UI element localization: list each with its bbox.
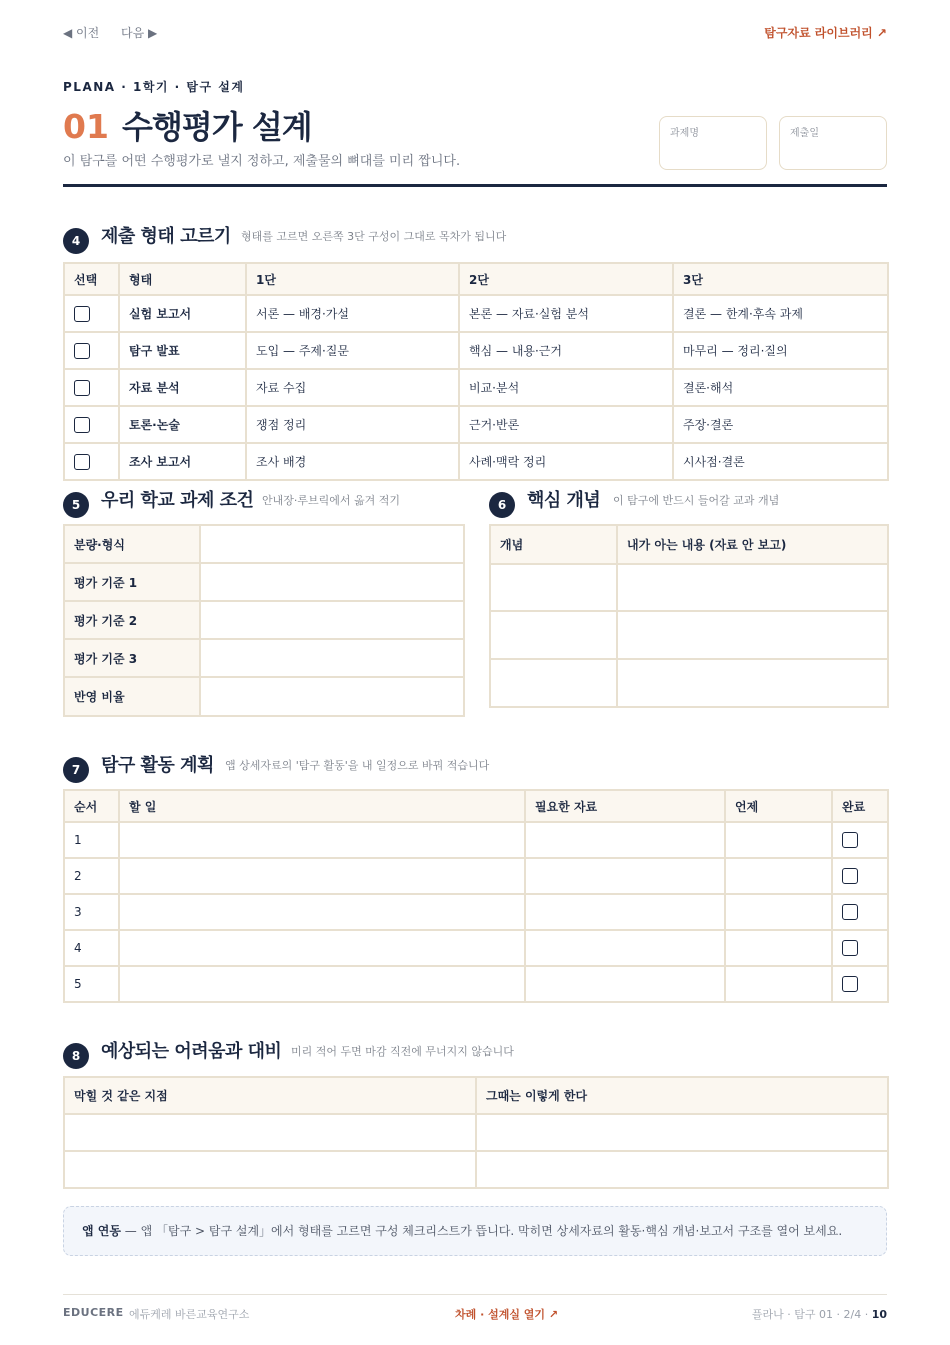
- format-table: [63, 262, 889, 481]
- stage-2: 본론 — 자료·실험 분석: [459, 295, 673, 332]
- done-cell: [832, 930, 888, 966]
- col-header: 순서: [64, 790, 119, 822]
- material-input[interactable]: [525, 966, 725, 1002]
- col-header: 언제: [725, 790, 832, 822]
- done-checkbox[interactable]: [842, 868, 858, 884]
- section-7-title: 탐구 활동 계획: [101, 755, 214, 776]
- condition-label: 분량·형식: [64, 525, 200, 563]
- top-nav: [63, 22, 887, 42]
- step-number: 4: [64, 930, 119, 966]
- concept-input[interactable]: [490, 659, 617, 707]
- table-row: [490, 564, 888, 611]
- stage-3: 시사점·결론: [673, 443, 888, 480]
- col-header: 3단: [673, 263, 888, 295]
- stage-3: 주장·결론: [673, 406, 888, 443]
- table-row: [64, 443, 888, 480]
- library-link[interactable]: 탐구자료 라이브러리 ↗: [764, 26, 887, 40]
- col-header: 내가 아는 내용 (자료 안 보고): [617, 525, 888, 564]
- section-8-header: [63, 1037, 663, 1071]
- col-header: 막힐 것 같은 지점: [64, 1077, 476, 1114]
- format-name: 실험 보고서: [119, 295, 246, 332]
- section-6-title: 핵심 개념: [527, 490, 601, 511]
- activity-plan-table: [63, 789, 889, 1003]
- subtitle: 이 탐구를 어떤 수행평가로 낼지 정하고, 제출물의 뼈대를 미리 짭니다.: [63, 154, 461, 169]
- task-input[interactable]: [119, 822, 525, 858]
- select-cell: [64, 332, 119, 369]
- app-link-note: [63, 1206, 887, 1256]
- table-row: [64, 563, 464, 601]
- format-checkbox[interactable]: [74, 343, 90, 359]
- table-row: [64, 858, 888, 894]
- col-header: 2단: [459, 263, 673, 295]
- section-5-title: 우리 학교 과제 조건: [101, 490, 254, 511]
- header-rule: [63, 184, 887, 187]
- footer-brand: EDUCERE: [63, 1306, 124, 1319]
- footer: [63, 1306, 887, 1322]
- table-header-row: [64, 1077, 888, 1114]
- step-number: 5: [64, 966, 119, 1002]
- when-input[interactable]: [725, 858, 832, 894]
- task-input[interactable]: [119, 894, 525, 930]
- table-row: [64, 894, 888, 930]
- col-header: 선택: [64, 263, 119, 295]
- table-row: [64, 639, 464, 677]
- table-header-row: [64, 790, 888, 822]
- note-label: 앱 연동: [82, 1224, 121, 1238]
- table-row: [64, 677, 464, 716]
- done-cell: [832, 858, 888, 894]
- material-input[interactable]: [525, 858, 725, 894]
- section-6-header: [489, 486, 887, 520]
- task-input[interactable]: [119, 858, 525, 894]
- assignment-name-field[interactable]: [659, 116, 767, 170]
- col-header: 개념: [490, 525, 617, 564]
- condition-label: 평가 기준 3: [64, 639, 200, 677]
- when-input[interactable]: [725, 894, 832, 930]
- section-8-hint: 미리 적어 두면 마감 직전에 무너지지 않습니다: [291, 1045, 514, 1058]
- material-input[interactable]: [525, 894, 725, 930]
- title-number: 01: [63, 107, 109, 146]
- table-row: [490, 659, 888, 707]
- table-row: [64, 966, 888, 1002]
- format-checkbox[interactable]: [74, 417, 90, 433]
- table-header-row: [490, 525, 888, 564]
- stage-1: 조사 배경: [246, 443, 459, 480]
- condition-input[interactable]: [200, 563, 464, 601]
- page-path: 플라나 · 탐구 01 · 2/4 ·: [751, 1308, 872, 1321]
- difficulty-input[interactable]: [64, 1151, 476, 1188]
- knowledge-input[interactable]: [617, 564, 888, 611]
- done-cell: [832, 822, 888, 858]
- due-date-field[interactable]: [779, 116, 887, 170]
- format-name: 토론·논술: [119, 406, 246, 443]
- step-number: 2: [64, 858, 119, 894]
- step-number: 3: [64, 894, 119, 930]
- condition-input[interactable]: [200, 677, 464, 716]
- table-row: [490, 611, 888, 659]
- next-link[interactable]: 다음 ▶: [121, 26, 158, 40]
- table-row: [64, 822, 888, 858]
- section-7-hint: 앱 상세자료의 '탐구 활동'을 내 일정으로 바꿔 적습니다: [225, 759, 490, 772]
- table-row: [64, 369, 888, 406]
- format-checkbox[interactable]: [74, 380, 90, 396]
- col-header: 1단: [246, 263, 459, 295]
- stage-3: 결론 — 한계·후속 과제: [673, 295, 888, 332]
- response-input[interactable]: [476, 1151, 888, 1188]
- table-row: [64, 1151, 888, 1188]
- stage-2: 근거·반론: [459, 406, 673, 443]
- material-input[interactable]: [525, 822, 725, 858]
- select-cell: [64, 295, 119, 332]
- section-8-title: 예상되는 어려움과 대비: [101, 1041, 282, 1062]
- title-text: 수행평가 설계: [122, 108, 312, 146]
- condition-label: 평가 기준 2: [64, 601, 200, 639]
- stage-1: 자료 수집: [246, 369, 459, 406]
- select-cell: [64, 406, 119, 443]
- stage-2: 핵심 — 내용·근거: [459, 332, 673, 369]
- col-header: 필요한 자료: [525, 790, 725, 822]
- done-checkbox[interactable]: [842, 832, 858, 848]
- section-6-hint: 이 탐구에 반드시 들어갈 교과 개념: [613, 494, 780, 507]
- stage-1: 도입 — 주제·질문: [246, 332, 459, 369]
- task-input[interactable]: [119, 966, 525, 1002]
- done-cell: [832, 966, 888, 1002]
- stage-1: 쟁점 정리: [246, 406, 459, 443]
- page-info: [752, 1306, 887, 1322]
- table-row: [64, 930, 888, 966]
- condition-label: 반영 비율: [64, 677, 200, 716]
- material-input[interactable]: [525, 930, 725, 966]
- step-number: 1: [64, 822, 119, 858]
- response-input[interactable]: [476, 1114, 888, 1151]
- done-cell: [832, 894, 888, 930]
- condition-label: 평가 기준 1: [64, 563, 200, 601]
- toc-link[interactable]: 차례 · 설계실 열기 ↗: [455, 1308, 559, 1321]
- select-cell: [64, 369, 119, 406]
- section-8-badge: 8: [63, 1043, 89, 1069]
- done-checkbox[interactable]: [842, 976, 858, 992]
- section-5-header: [63, 486, 463, 520]
- stage-3: 마무리 — 정리·질의: [673, 332, 888, 369]
- section-4-hint: 형태를 고르면 오른쪽 3단 구성이 그대로 목차가 됩니다: [241, 230, 507, 243]
- section-5-hint: 안내장·루브릭에서 옮겨 적기: [262, 494, 401, 507]
- when-input[interactable]: [725, 966, 832, 1002]
- page-number: 10: [871, 1308, 887, 1321]
- stage-3: 결론·해석: [673, 369, 888, 406]
- task-input[interactable]: [119, 930, 525, 966]
- format-name: 자료 분석: [119, 369, 246, 406]
- knowledge-input[interactable]: [617, 611, 888, 659]
- done-checkbox[interactable]: [842, 940, 858, 956]
- section-7-header: [63, 751, 663, 785]
- when-input[interactable]: [725, 930, 832, 966]
- done-checkbox[interactable]: [842, 904, 858, 920]
- footer-org: 에듀케레 바른교육연구소: [129, 1308, 250, 1321]
- col-header: 할 일: [119, 790, 525, 822]
- stage-2: 사례·맥락 정리: [459, 443, 673, 480]
- select-cell: [64, 443, 119, 480]
- section-6-badge: 6: [489, 492, 515, 518]
- format-checkbox[interactable]: [74, 306, 90, 322]
- condition-input[interactable]: [200, 601, 464, 639]
- concept-input[interactable]: [490, 564, 617, 611]
- format-name: 탐구 발표: [119, 332, 246, 369]
- table-header-row: [64, 263, 888, 295]
- note-text: — 앱 「탐구 > 탐구 설계」에서 형태를 고르면 구성 체크리스트가 뜹니다. 막히면 상세자료의 활동·핵심 개념·보고서 구조를 열어 보세요.: [120, 1224, 843, 1238]
- eyebrow: PLANA · 1학기 · 탐구 설계: [63, 80, 245, 94]
- section-4-title: 제출 형태 고르기: [101, 226, 231, 247]
- condition-input[interactable]: [200, 639, 464, 677]
- knowledge-input[interactable]: [617, 659, 888, 707]
- section-7-badge: 7: [63, 757, 89, 783]
- format-name: 조사 보고서: [119, 443, 246, 480]
- section-4-badge: 4: [63, 228, 89, 254]
- section-5-badge: 5: [63, 492, 89, 518]
- footer-rule: [63, 1294, 887, 1295]
- stage-1: 서론 — 배경·가설: [246, 295, 459, 332]
- assignment-name-label: 과제명: [670, 128, 699, 139]
- difficulty-input[interactable]: [64, 1114, 476, 1151]
- concept-input[interactable]: [490, 611, 617, 659]
- table-row: [64, 295, 888, 332]
- stage-2: 비교·분석: [459, 369, 673, 406]
- conditions-table: [63, 524, 465, 717]
- table-row: [64, 406, 888, 443]
- col-header: 그때는 이렇게 한다: [476, 1077, 888, 1114]
- when-input[interactable]: [725, 822, 832, 858]
- difficulties-table: [63, 1076, 889, 1189]
- due-date-label: 제출일: [790, 128, 819, 139]
- section-4-header: [63, 222, 663, 256]
- prev-link[interactable]: ◀ 이전: [63, 26, 100, 40]
- col-header: 형태: [119, 263, 246, 295]
- table-row: [64, 1114, 888, 1151]
- concepts-table: [489, 524, 889, 708]
- table-row: [64, 332, 888, 369]
- condition-input[interactable]: [200, 525, 464, 563]
- table-row: [64, 525, 464, 563]
- page-title: [63, 102, 312, 144]
- col-header: 완료: [832, 790, 888, 822]
- table-row: [64, 601, 464, 639]
- format-checkbox[interactable]: [74, 454, 90, 470]
